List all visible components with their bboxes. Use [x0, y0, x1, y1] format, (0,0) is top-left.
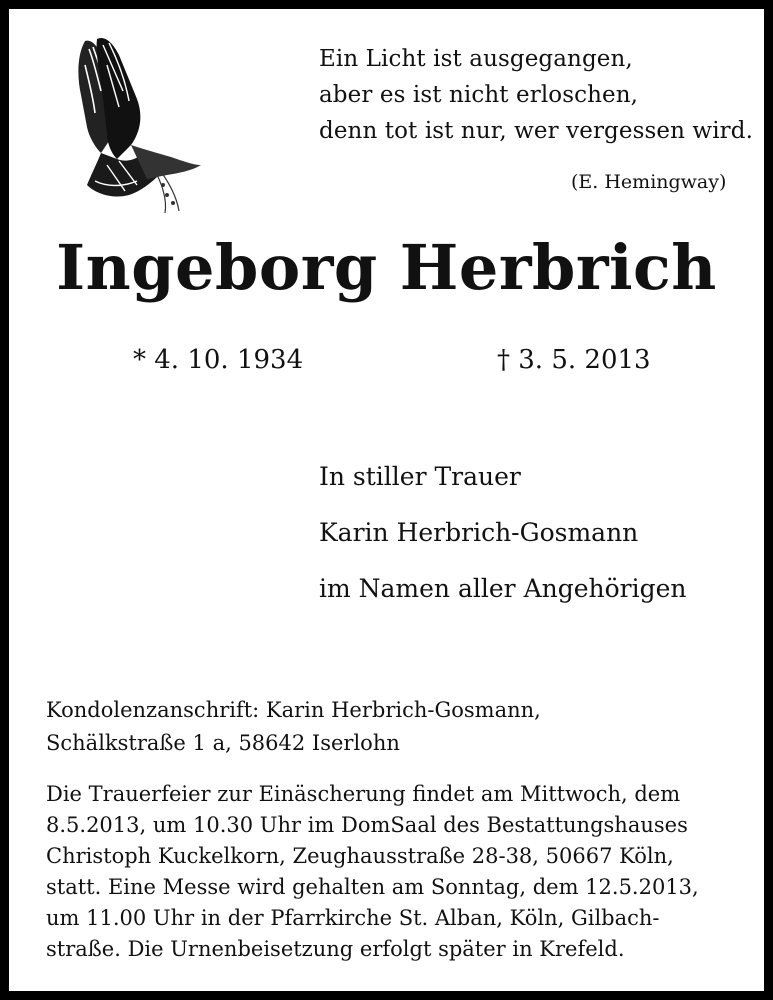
quote-line: Ein Licht ist ausgegangen,	[319, 46, 633, 72]
condolence-address	[46, 694, 541, 760]
quote	[319, 41, 753, 149]
service-line: 8.5.2013, um 10.30 Uhr im DomSaal des Bestattungshauses	[46, 813, 688, 837]
death-date: † 3. 5. 2013	[497, 345, 651, 375]
mourners-line: im Namen aller Angehörigen	[319, 574, 687, 603]
service-line: um 11.00 Uhr in der Pfarrkirche St. Alban, Köln, Gilbach-	[46, 906, 660, 930]
mourners-block	[319, 449, 687, 617]
service-line: Die Trauerfeier zur Einäscherung findet am Mittwoch, dem	[46, 782, 681, 806]
service-line: straße. Die Urnenbeisetzung erfolgt später in Krefeld.	[46, 937, 625, 961]
deceased-name: Ingeborg Herbrich	[56, 231, 717, 304]
mourners-line: In stiller Trauer	[319, 462, 521, 491]
praying-hands-icon	[67, 35, 207, 217]
service-line: statt. Eine Messe wird gehalten am Sonntag, dem 12.5.2013,	[46, 875, 699, 899]
address-line: Schälkstraße 1 a, 58642 Iserlohn	[46, 731, 400, 755]
mourners-line: Karin Herbrich-Gosmann	[319, 518, 639, 547]
quote-line: denn tot ist nur, wer vergessen wird.	[319, 118, 753, 144]
quote-author: (E. Hemingway)	[571, 171, 727, 193]
address-line: Kondolenzanschrift: Karin Herbrich-Gosmann,	[46, 698, 541, 722]
service-details	[46, 779, 746, 965]
service-line: Christoph Kuckelkorn, Zeughausstraße 28-38, 50667 Köln,	[46, 844, 674, 868]
birth-date: * 4. 10. 1934	[133, 345, 304, 375]
quote-line: aber es ist nicht erloschen,	[319, 82, 639, 108]
